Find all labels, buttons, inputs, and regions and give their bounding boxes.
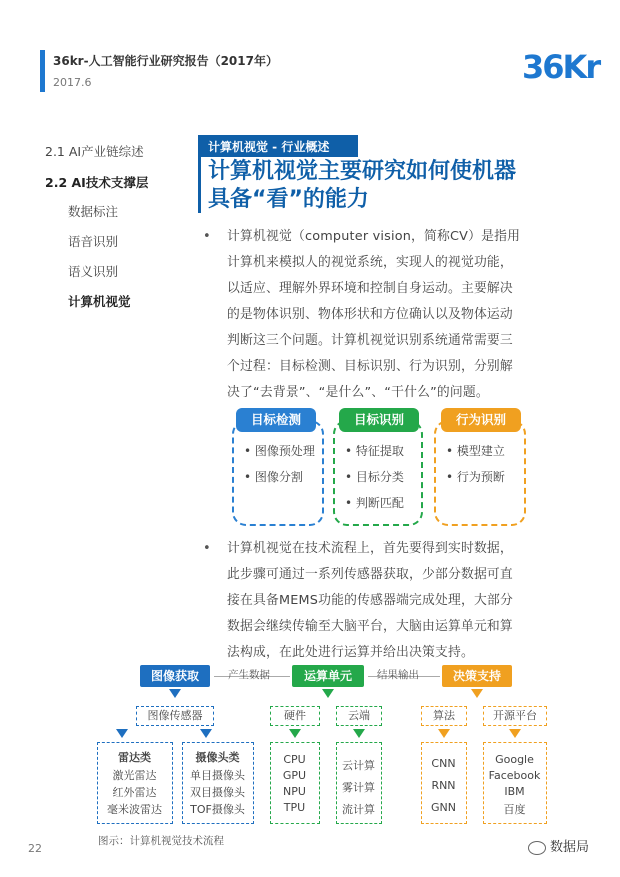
list-item: CPU xyxy=(283,753,306,766)
process-detect-title: 目标检测 xyxy=(236,408,316,432)
list-item: CNN xyxy=(431,757,456,770)
sensor-box: 图像传感器 xyxy=(136,706,214,726)
list-item: 单目摄像头 xyxy=(190,769,245,782)
section-heading: 计算机视觉主要研究如何使机器 具备“看”的能力 xyxy=(208,159,517,212)
radar-box: 雷达类 激光雷达 红外雷达 毫米波雷达 xyxy=(97,742,173,824)
report-date: 2017.6 xyxy=(53,76,92,89)
algorithm-list-box xyxy=(421,742,467,824)
list-item: 百度 xyxy=(503,803,526,816)
process-behavior-box xyxy=(434,420,526,526)
list-item: 激光雷达 xyxy=(112,769,157,782)
list-item: • 图像预处理 xyxy=(244,444,315,458)
down-arrow-icon xyxy=(289,729,301,738)
list-item: 流计算 xyxy=(342,803,375,816)
stage-decision-support: 决策支持 xyxy=(442,665,512,687)
down-arrow-icon xyxy=(322,689,334,698)
down-arrow-icon xyxy=(509,729,521,738)
list-item: • 判断匹配 xyxy=(345,496,404,510)
process-detect-box xyxy=(232,420,324,526)
toc-item-cv[interactable]: 计算机视觉 xyxy=(68,294,131,309)
bullet-2: • xyxy=(203,541,211,556)
hardware-list-box xyxy=(270,742,320,824)
list-item: GPU xyxy=(282,769,307,782)
36kr-logo: 36Kr xyxy=(522,48,600,86)
toc-item-data-labeling[interactable]: 数据标注 xyxy=(68,204,119,219)
bullet-1: • xyxy=(203,229,211,244)
page-number: 22 xyxy=(28,842,42,855)
toc-item-speech[interactable]: 语音识别 xyxy=(68,234,119,249)
down-arrow-icon xyxy=(169,689,181,698)
figure-caption: 图示：计算机视觉技术流程 xyxy=(98,835,224,847)
link-label-generate-data: 产生数据 xyxy=(228,669,270,681)
algorithm-box: 算法 xyxy=(421,706,467,726)
section-tag: 计算机视觉 - 行业概述 xyxy=(198,135,358,157)
stage-image-acquisition: 图像获取 xyxy=(140,665,210,687)
wechat-icon xyxy=(528,841,546,855)
list-item: NPU xyxy=(283,785,306,798)
list-item: Facebook xyxy=(488,769,541,782)
list-item: • 图像分割 xyxy=(244,470,303,484)
list-item: TPU xyxy=(283,801,306,814)
toc-item-ai-tech[interactable]: 2.2 AI技术支撑层 xyxy=(45,175,149,190)
list-item: RNN xyxy=(431,779,456,792)
down-arrow-icon xyxy=(438,729,450,738)
down-arrow-icon xyxy=(471,689,483,698)
list-item: • 目标分类 xyxy=(345,470,404,484)
list-item: TOF摄像头 xyxy=(190,803,245,816)
cloud-list-box xyxy=(336,742,382,824)
list-item: 红外雷达 xyxy=(112,786,157,799)
list-item: IBM xyxy=(504,785,525,798)
header-accent-bar xyxy=(40,50,45,92)
list-item: 毫米波雷达 xyxy=(107,803,162,816)
platform-list-box xyxy=(483,742,547,824)
list-item: 雾计算 xyxy=(342,781,375,794)
list-item: • 模型建立 xyxy=(446,444,505,458)
hardware-box: 硬件 xyxy=(270,706,320,726)
list-item: 云计算 xyxy=(342,759,375,772)
paragraph-2: 计算机视觉在技术流程上，首先要得到实时数据， 此步骤可通过一系列传感器获取，少部分数据可直 接在具备MEMS功能的传感器端完成处理，大部分 数据会继续传输至大脑平台，大脑由运算单元和算 法构成，在此处进行运算并给出决策支持。 xyxy=(227,541,514,660)
process-behavior-title: 行为识别 xyxy=(441,408,521,432)
list-item: GNN xyxy=(431,801,456,814)
process-recognize-box xyxy=(333,420,423,526)
list-item: Google xyxy=(495,753,534,766)
list-item: 双目摄像头 xyxy=(190,786,245,799)
toc-item-ai-chain[interactable]: 2.1 AI产业链综述 xyxy=(45,144,144,159)
link-label-output: 结果输出 xyxy=(377,669,419,681)
down-arrow-icon xyxy=(116,729,128,738)
toc-item-semantic[interactable]: 语义识别 xyxy=(68,264,119,279)
section-accent-line xyxy=(198,157,201,213)
down-arrow-icon xyxy=(353,729,365,738)
process-recognize-title: 目标识别 xyxy=(339,408,419,432)
camera-box: 摄像头类 单目摄像头 双目摄像头 TOF摄像头 xyxy=(182,742,254,824)
list-item: • 行为预断 xyxy=(446,470,505,484)
stage-compute-unit: 运算单元 xyxy=(292,665,364,687)
down-arrow-icon xyxy=(200,729,212,738)
open-platform-box: 开源平台 xyxy=(483,706,547,726)
paragraph-1: 计算机视觉（computer vision，简称CV）是指用 计算机来模拟人的视觉系统，实现人的视觉功能， 以适应、理解外界环境和控制自身运动。主要解决 的是物体识别、物体形状和方位确认以及物体运动 判断这三个问题。计算机视觉识别系统通常需要三 个过程：目标检测、目标识别、行为识别，分别解 决了“去背景”、“是什么”、“干什么”的问题。 xyxy=(227,229,521,400)
cloud-box: 云端 xyxy=(336,706,382,726)
list-item: • 特征提取 xyxy=(345,444,404,458)
report-title: 36kr-人工智能行业研究报告（2017年） xyxy=(53,54,278,68)
wechat-watermark: 数据局 xyxy=(528,836,589,855)
